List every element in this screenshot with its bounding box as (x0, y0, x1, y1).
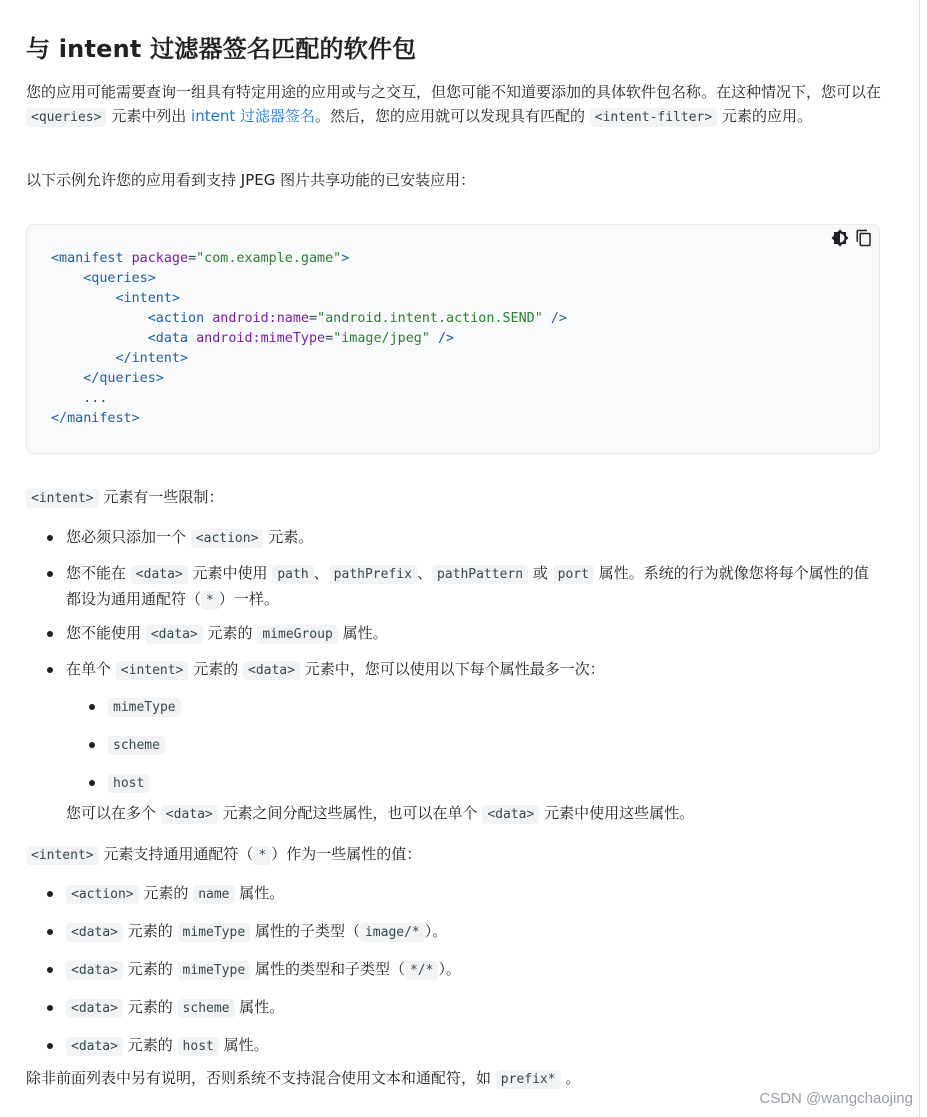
inline-code: <data> (131, 565, 188, 584)
inline-code: <data> (66, 1037, 123, 1056)
inline-code: <action> (66, 885, 139, 904)
text: 属性。 (239, 884, 285, 902)
text: 属性。 (239, 998, 285, 1016)
text: 您的应用可能需要查询一组具有特定用途的应用或与之交互，但您可能不知道要添加的具体软件包名称。在这种情况下，您可以在 (26, 83, 882, 101)
text: 您可以在多个 (66, 804, 157, 822)
inline-code: host (178, 1037, 219, 1056)
inline-code: path (272, 565, 313, 584)
intent-filter-link[interactable]: intent 过滤器签名 (191, 107, 315, 125)
inline-code: <data> (66, 961, 123, 980)
text: 元素的 (127, 1036, 173, 1054)
text: ）一样。 (218, 590, 279, 608)
inline-code: <data> (161, 805, 218, 824)
wildcard-intro (26, 842, 882, 868)
example-intro: 以下示例允许您的应用看到支持 JPEG 图片共享功能的已安装应用： (26, 171, 476, 189)
limits-note (66, 801, 882, 827)
copy-icon[interactable] (855, 229, 873, 247)
text: 除非前面列表中另有说明，否则系统不支持混合使用文本和通配符，如 (26, 1069, 492, 1087)
text: 或 (532, 564, 548, 582)
text: 元素之间分配这些属性，也可以在单个 (222, 804, 478, 822)
inline-code: scheme (178, 999, 235, 1018)
list-item (66, 525, 882, 551)
list-item (108, 694, 508, 720)
text: 元素支持通用通配符（ (103, 845, 254, 863)
code-tag: /> (438, 331, 455, 346)
code-string: "android.intent.action.SEND" (317, 311, 543, 326)
code-block (26, 224, 880, 454)
text: 属性。系统的行为就像您将每个属性的值都设为通用通配符（ (66, 564, 869, 608)
inline-code: <intent-filter> (590, 108, 717, 127)
inline-code: <data> (146, 625, 203, 644)
limits-list (66, 561, 882, 613)
code-tag: </intent> (115, 351, 189, 366)
text: ）。 (438, 960, 461, 978)
text: 元素。 (268, 528, 314, 546)
limits-intro (26, 485, 882, 511)
text: 元素的 (127, 922, 173, 940)
text: 元素中，您可以使用以下每个属性最多一次： (304, 660, 605, 678)
code-content (51, 249, 567, 429)
code-attr: package (131, 251, 189, 266)
final-note (26, 1066, 882, 1092)
code-punct: = (309, 311, 318, 326)
code-tag: <manifest (51, 251, 124, 266)
inline-code: */* (405, 961, 438, 980)
code-string: "com.example.game" (196, 251, 342, 266)
text: 元素中使用 (192, 564, 268, 582)
inline-code: pathPattern (432, 565, 528, 584)
page-right-border (919, 0, 920, 1117)
text: 属性的类型和子类型（ (254, 960, 405, 978)
inline-code: name (193, 885, 234, 904)
code-punct: = (188, 251, 197, 266)
sub-list (108, 694, 508, 796)
text: 元素的应用。 (721, 107, 812, 125)
inline-code: host (108, 774, 149, 793)
code-punct: = (325, 331, 334, 346)
list-item (66, 919, 882, 945)
text: 属性的子类型（ (254, 922, 360, 940)
list-item (66, 657, 882, 683)
theme-toggle-icon[interactable] (831, 229, 849, 247)
code-attr: android:mimeType (196, 331, 326, 346)
inline-code: prefix* (496, 1070, 561, 1089)
inline-code: mimeType (178, 961, 251, 980)
list-item (66, 1033, 882, 1059)
text: 您不能在 (66, 564, 127, 582)
code-tag: /> (550, 311, 567, 326)
text: 。然后，您的应用就可以发现具有匹配的 (314, 107, 585, 125)
wildcard-list (66, 881, 882, 1059)
text: 您不能使用 (66, 624, 142, 642)
inline-code: pathPrefix (329, 565, 417, 584)
code-tag: > (341, 251, 350, 266)
list-item (66, 957, 882, 983)
intro-paragraph (26, 80, 882, 130)
list-item (66, 561, 882, 613)
text: 在单个 (66, 660, 112, 678)
text: 元素的 (207, 624, 253, 642)
code-tag: <queries> (83, 271, 156, 286)
inline-code: * (253, 846, 271, 865)
code-tag: <action (147, 311, 205, 326)
code-attr: android:name (212, 311, 309, 326)
code-tag: <intent> (115, 291, 180, 306)
inline-code: <action> (191, 529, 264, 548)
text: 元素的 (193, 660, 239, 678)
text: 您必须只添加一个 (66, 528, 187, 546)
limits-list (66, 525, 882, 551)
limits-list (66, 621, 882, 647)
text: 、 (313, 564, 329, 582)
inline-code: <data> (482, 805, 539, 824)
text: 。 (565, 1069, 581, 1087)
list-item (66, 995, 882, 1021)
inline-code: port (553, 565, 594, 584)
text: 属性。 (223, 1036, 269, 1054)
inline-code: <intent> (26, 489, 99, 508)
inline-code: <intent> (116, 661, 189, 680)
limits-list (66, 657, 882, 683)
text: ）作为一些属性的值： (271, 845, 422, 863)
inline-code: mimeType (108, 698, 181, 717)
watermark: CSDN @wangchaojing (759, 1090, 913, 1107)
inline-code: * (201, 591, 219, 610)
text: 元素的 (127, 998, 173, 1016)
list-item (66, 881, 882, 907)
code-ellipsis: ... (83, 391, 108, 406)
inline-code: mimeGroup (257, 625, 337, 644)
inline-code: scheme (108, 736, 165, 755)
code-toolbar (831, 229, 873, 247)
inline-code: <data> (66, 923, 123, 942)
text: 元素的 (143, 884, 189, 902)
list-item (108, 732, 508, 758)
code-string: "image/jpeg" (333, 331, 430, 346)
text: ）。 (424, 922, 448, 940)
text: 元素有一些限制： (103, 488, 224, 506)
inline-code: mimeType (178, 923, 251, 942)
list-item (108, 770, 508, 796)
code-tag: </manifest> (51, 411, 140, 426)
inline-code: <data> (243, 661, 300, 680)
text: 属性。 (342, 624, 388, 642)
inline-code: <intent> (26, 846, 99, 865)
text: 、 (416, 564, 432, 582)
inline-code: <data> (66, 999, 123, 1018)
section-heading: 与 intent 过滤器签名匹配的软件包 (26, 35, 417, 63)
text: 元素中使用这些属性。 (544, 804, 695, 822)
code-tag: <data (147, 331, 189, 346)
inline-code: <queries> (26, 108, 106, 127)
list-item (66, 621, 882, 647)
inline-code: image/* (360, 923, 425, 942)
code-tag: </queries> (83, 371, 164, 386)
text: 元素的 (127, 960, 173, 978)
text: 元素中列出 (111, 107, 187, 125)
